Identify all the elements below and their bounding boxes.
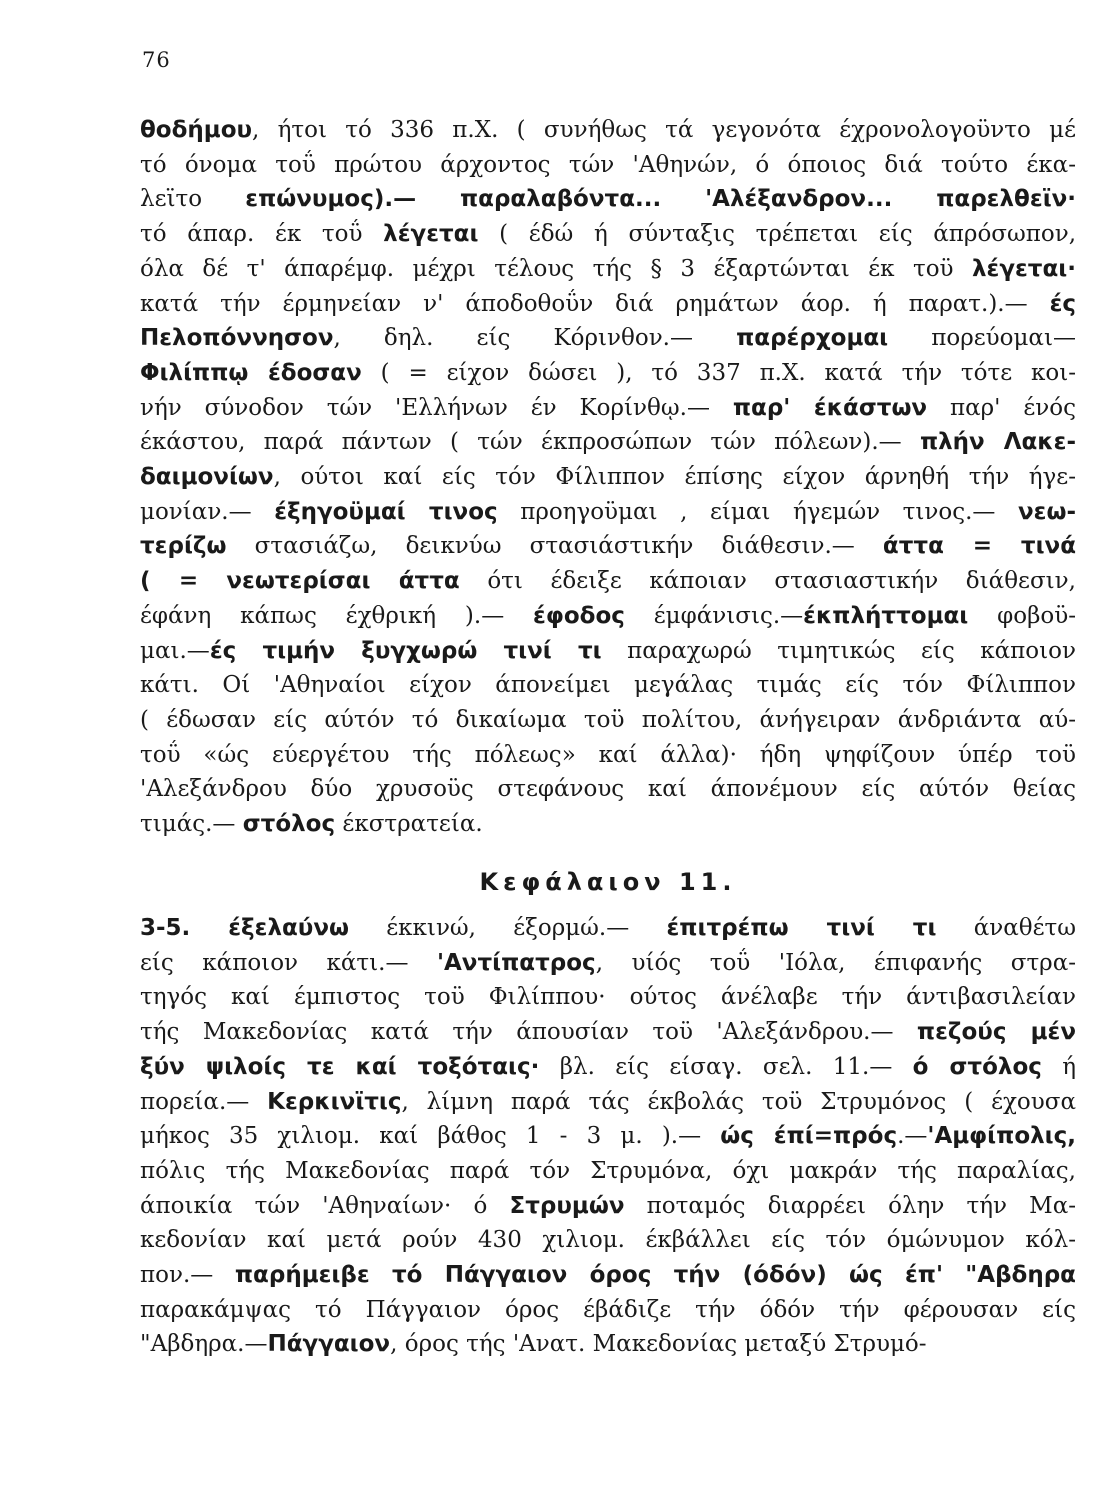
text-segment: πορεία.— — [140, 1088, 268, 1115]
bold-term: παρ' έκάστων — [732, 394, 928, 421]
text-segment: ( έδώ ή σύνταξις τρέπεται είς άπρόσωπον, — [478, 221, 1076, 248]
text-segment: παραχωρώ τιμητικώς είς κάποιον — [601, 637, 1076, 664]
text-segment: ότι έδειξε κάποιαν στασιαστικήν διάθεσιν, — [459, 568, 1076, 595]
text-line — [140, 740, 1076, 772]
text-line — [140, 948, 1076, 980]
text-line — [140, 1295, 1076, 1327]
bold-term: 'Αμφίπολις, — [927, 1123, 1076, 1150]
bold-term: θοδήμου — [140, 117, 253, 143]
text-line — [140, 566, 1076, 598]
text-line — [140, 462, 1076, 494]
text-line — [140, 1052, 1076, 1084]
bold-term: επώνυμος).— παραλαβόντα... 'Αλέξανδρον... παρελθεϊν· — [245, 186, 1076, 213]
text-line — [140, 774, 1076, 806]
bold-term: παρέρχομαι — [736, 325, 889, 352]
text-segment: έκάστου, παρά πάντων ( τών έκπροσώπων τών πόλεων).— — [140, 429, 920, 456]
text-segment: έκκινώ, έξορμώ.— — [349, 915, 667, 941]
text-segment: , ήτοι τό 336 π.Χ. ( συνήθως τά γεγονότα έχρονολογοϋντο μέ — [252, 117, 1076, 143]
text-segment: ( έδωσαν είς αύτόν τό δικαίωμα τοϋ πολίτου, άνήγειραν άνδριάντα αύ- — [140, 706, 1076, 733]
bold-term: λέγεται — [383, 221, 479, 248]
text-line — [140, 670, 1076, 702]
text-segment: βλ. είς είσαγ. σελ. 11.— — [539, 1053, 913, 1080]
text-segment: νήν σύνοδον τών 'Ελλήνων έν Κορίνθῳ.— — [140, 394, 733, 421]
text-segment: ή — [1041, 1053, 1076, 1080]
bold-term: Πελοπόννησον — [140, 325, 334, 352]
text-segment: πορεύομαι— — [888, 325, 1076, 352]
text-segment: έμφάνισις.— — [624, 602, 804, 629]
text-line — [140, 531, 1076, 563]
text-segment: μονίαν.— — [140, 498, 275, 525]
text-segment: 'Αλεξάνδρου δύο χρυσοϋς στεφάνους καί άπονέμουν είς αύτόν θείας — [140, 776, 1076, 803]
text-segment: λεϊτο — [140, 186, 246, 213]
text-segment: "Αβδηρα.— — [140, 1331, 268, 1358]
bold-term: ές τιμήν ξυγχωρώ τινί τι — [209, 637, 602, 664]
bold-term: έφοδος — [533, 602, 625, 629]
bold-term: άττα = τινά — [882, 533, 1076, 560]
bold-term: δαιμονίων — [140, 464, 274, 490]
text-segment: είς κάποιον κάτι.— — [140, 949, 437, 976]
text-segment: τιμάς.— — [140, 811, 243, 837]
text-segment: παρ' ένός — [927, 394, 1076, 421]
text-segment: άποικία τών 'Αθηναίων· ό — [140, 1192, 510, 1219]
bold-term: έξηγοϋμαί τινος — [274, 498, 498, 525]
bold-term: παρήμειβε τό Πάγγαιον όρος τήν (όδόν) ώς έπ' "Αβδηρα — [234, 1262, 1076, 1288]
bold-term: ές — [1049, 290, 1076, 317]
text-segment: πον.— — [140, 1262, 235, 1288]
text-line — [140, 289, 1076, 321]
text-line — [140, 427, 1076, 459]
text-line — [140, 1329, 1076, 1361]
text-segment: , λίμνη παρά τάς έκβολάς τοϋ Στρυμόνος ( έχουσα — [401, 1088, 1076, 1115]
text-segment: κεδονίαν καί μετά ρούν 430 χιλιομ. έκβάλλει είς τόν όμώνυμον κόλ- — [140, 1227, 1076, 1254]
text-segment: έκστρατεία. — [335, 811, 483, 837]
text-line — [140, 1087, 1076, 1119]
text-segment: μαι.— — [140, 637, 210, 664]
text-line — [140, 636, 1076, 668]
text-segment: τής Μακεδονίας κατά τήν άπουσίαν τοϋ 'Αλεξάνδρου.— — [140, 1019, 917, 1046]
text-segment: κατά τήν έρμηνείαν ν' άποδοθοΰν διά ρημάτων άορ. ή παρατ.).— — [140, 290, 1050, 317]
text-segment: φοβοϋ- — [968, 602, 1076, 629]
text-line — [140, 219, 1076, 251]
chapter-heading: Κεφάλαιον 11. — [479, 868, 737, 896]
text-line — [140, 705, 1076, 737]
text-line — [140, 323, 1076, 355]
text-line — [140, 809, 1076, 841]
text-segment: ποταμός διαρρέει όλην τήν Μα- — [624, 1192, 1076, 1219]
bold-term: Στρυμών — [509, 1192, 625, 1219]
bold-term: πλήν Λακε- — [919, 429, 1076, 456]
page-number: 76 — [142, 48, 171, 72]
text-segment: , υίός τοΰ 'Ιόλα, έπιφανής στρα- — [595, 949, 1076, 976]
text-line — [140, 115, 1076, 147]
bold-term: ( = νεωτερίσαι άττα — [140, 568, 460, 595]
text-segment: ( = είχον δώσει ), τό 337 π.Χ. κατά τήν τότε κοι- — [361, 359, 1076, 386]
bold-term: Φιλίππῳ έδοσαν — [140, 359, 362, 386]
text-segment: τηγός καί έμπιστος τοϋ Φιλίππου· ούτος άνέλαβε τήν άντιβασιλείαν — [140, 984, 1076, 1011]
bold-term: έπιτρέπω τινί τι — [666, 915, 937, 941]
text-segment: πόλις τής Μακεδονίας παρά τόν Στρυμόνα, όχι μακράν τής παραλίας, — [140, 1157, 1076, 1184]
bold-term: ώς έπί=πρός — [720, 1123, 898, 1150]
text-line — [140, 1156, 1076, 1188]
text-line — [140, 1121, 1076, 1153]
bold-term: πεζούς μέν — [916, 1019, 1076, 1046]
text-segment: όλα δέ τ' άπαρέμφ. μέχρι τέλους τής § 3 έξαρτώνται έκ τοϋ — [140, 255, 972, 282]
bold-term: τερίζω — [140, 533, 227, 560]
text-segment: άναθέτω — [936, 915, 1076, 941]
text-segment: μήκος 35 χιλιομ. καί βάθος 1 - 3 μ. ).— — [140, 1123, 721, 1150]
text-line — [140, 393, 1076, 425]
bold-term: Κερκινϊτις — [267, 1088, 402, 1115]
bold-term: Πάγγαιον — [267, 1331, 391, 1358]
text-segment: έφάνη κάπως έχθρική ).— — [140, 602, 534, 629]
text-line — [140, 150, 1076, 182]
bold-term: ξύν ψιλοίς τε καί τοξόταις· — [140, 1053, 540, 1080]
text-line — [140, 1017, 1076, 1049]
text-segment: κάτι. Οί 'Αθηναίοι είχον άπονείμει μεγάλας τιμάς είς τόν Φίλιππον — [140, 672, 1076, 699]
text-line — [140, 254, 1076, 286]
bold-term: στόλος — [242, 811, 336, 837]
text-segment: , δηλ. είς Κόρινθον.— — [333, 325, 737, 352]
text-segment: τό άπαρ. έκ τοΰ — [140, 221, 384, 248]
text-segment: παρακάμψας τό Πάγγαιον όρος έβάδιζε τήν όδόν τήν φέρουσαν είς — [140, 1296, 1076, 1323]
text-line — [140, 1260, 1076, 1292]
bold-term: ό στόλος — [912, 1053, 1042, 1080]
bold-term: νεω- — [1017, 498, 1076, 525]
text-line — [140, 497, 1076, 529]
bold-term: 3-5. έξελαύνω — [140, 915, 349, 941]
bold-term: 'Αντίπατρος — [436, 949, 596, 976]
text-line — [140, 601, 1076, 633]
text-line — [140, 1225, 1076, 1257]
text-segment: τό όνομα τοΰ πρώτου άρχοντος τών 'Αθηνών, ό όποιος διά τούτο έκα- — [140, 151, 1076, 178]
text-line — [140, 358, 1076, 390]
text-segment: .— — [897, 1123, 928, 1150]
text-line — [140, 982, 1076, 1014]
text-segment: , ούτοι καί είς τόν Φίλιππον έπίσης είχον άρνηθή τήν ήγε- — [273, 464, 1076, 490]
text-line — [140, 913, 1076, 945]
text-segment: , όρος τής 'Ανατ. Μακεδονίας μεταξύ Στρυμό- — [390, 1331, 927, 1358]
text-segment: στασιάζω, δεικνύω στασιάστικήν διάθεσιν.— — [226, 533, 883, 560]
bold-term: έκπλήττομαι — [803, 602, 969, 629]
text-line — [140, 184, 1076, 216]
bold-term: λέγεται· — [971, 255, 1076, 282]
text-segment: προηγοϋμαι , είμαι ήγεμών τινος.— — [497, 498, 1018, 525]
text-segment: τοΰ «ώς εύεργέτου τής πόλεως» καί άλλα)· ήδη ψηφίζουν ύπέρ τοϋ — [140, 741, 1076, 768]
text-line — [140, 1191, 1076, 1223]
